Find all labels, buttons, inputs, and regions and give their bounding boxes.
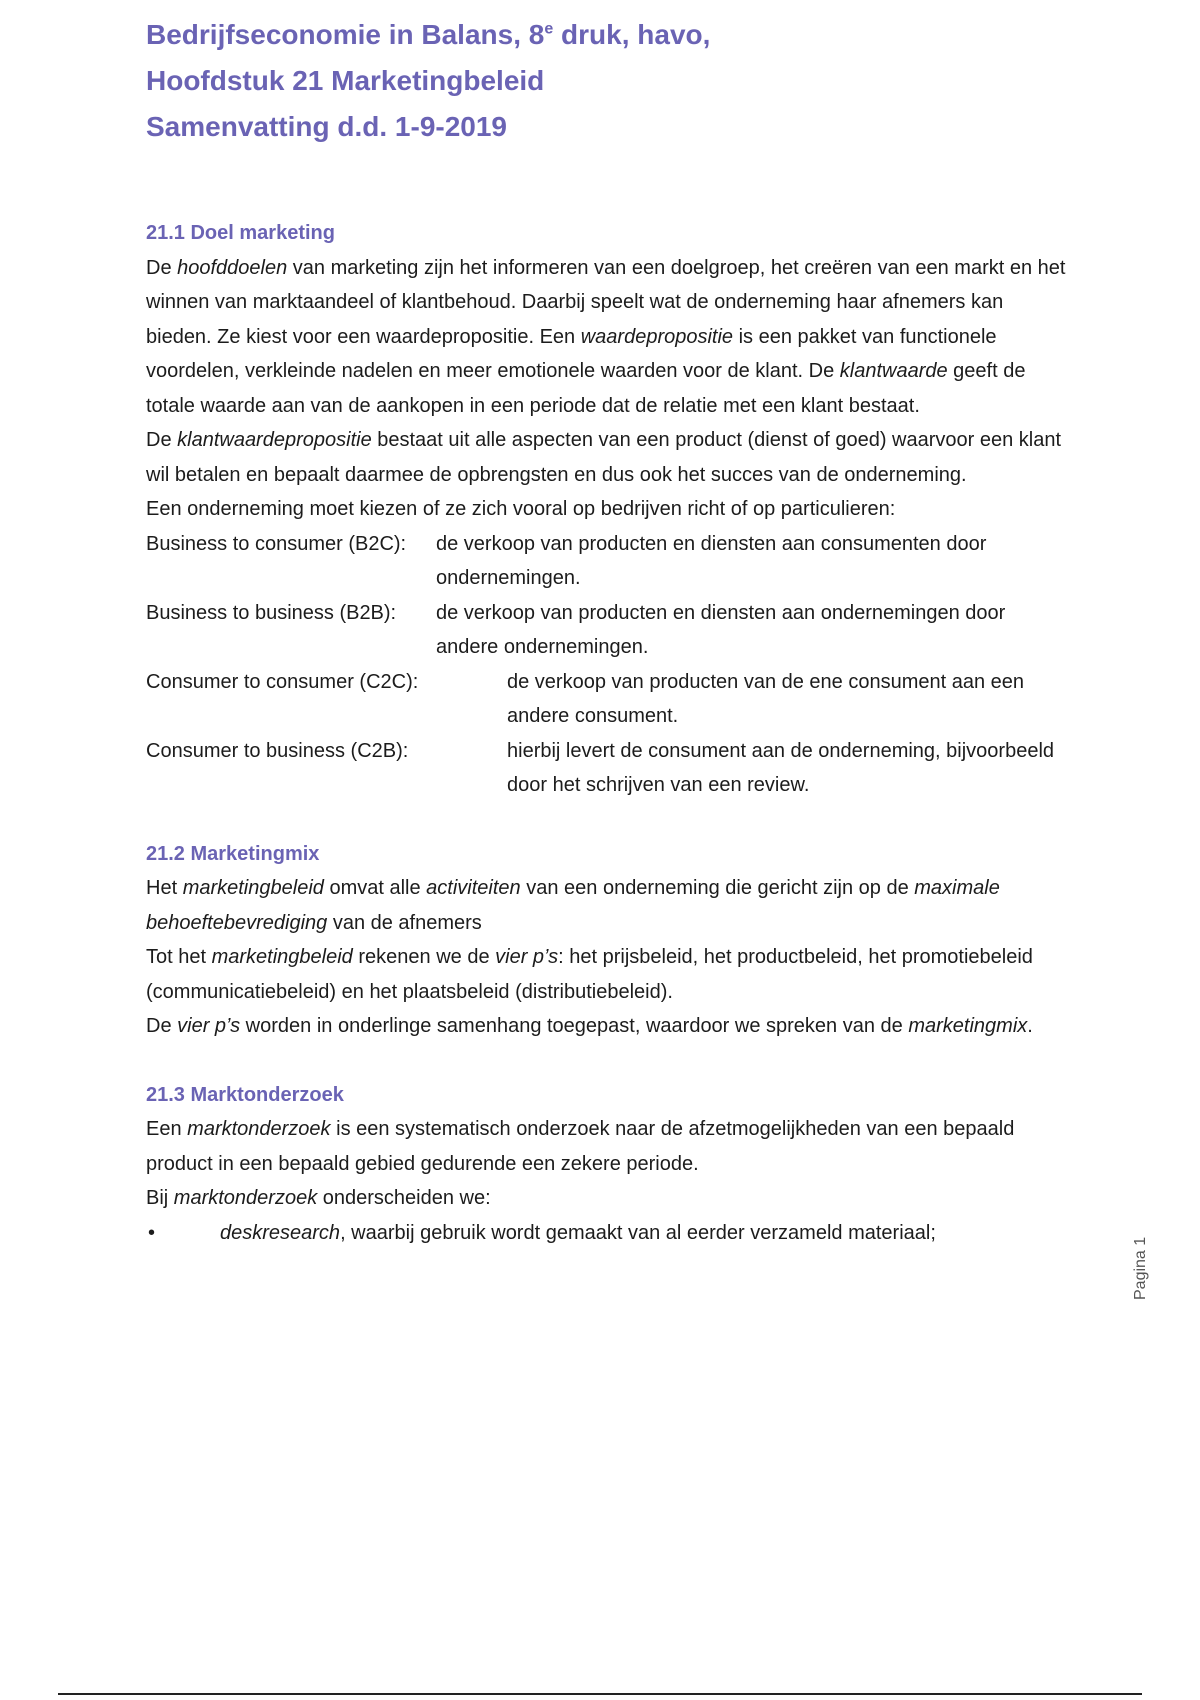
text-run: rekenen we de xyxy=(352,946,496,968)
text-run: is een systematisch onderzoek naar de afzetmogelijkheden van een bepaald product in een bepaald gebied gedurende een zekere periode. xyxy=(146,1118,1015,1175)
definition-c2b xyxy=(146,734,1066,803)
italic-term: marktonderzoek xyxy=(173,1187,318,1209)
italic-term: marketingbeleid xyxy=(182,877,324,899)
definition-c2c xyxy=(146,665,1066,734)
header-title-text: Bedrijfseconomie in Balans, 8 xyxy=(146,19,545,50)
paragraph-marktonderzoek xyxy=(146,1112,1066,1181)
italic-term: maximale behoeftebevrediging xyxy=(146,877,1000,934)
list-item-text xyxy=(220,1216,936,1251)
header-superscript: e xyxy=(544,20,554,38)
definition-description: de verkoop van producten en diensten aan consumenten door ondernemingen. xyxy=(436,532,987,589)
paragraph-marketingmix xyxy=(146,1009,1066,1044)
definition-description: de verkoop van producten en diensten aan ondernemingen door andere ondernemingen. xyxy=(436,601,1006,658)
definition-description: de verkoop van producten van de ene consument aan een andere consument. xyxy=(507,670,1025,727)
definition-description: hierbij levert de consument aan de onderneming, bijvoorbeeld door het schrijven van een review. xyxy=(507,739,1055,796)
text-run: Een xyxy=(146,1118,188,1140)
paragraph-marketingbeleid xyxy=(146,871,1066,940)
header-title-suffix: druk, havo, xyxy=(553,19,711,50)
italic-term: vier p’s xyxy=(495,946,559,968)
section-heading-21-2: 21.2 Marketingmix xyxy=(146,842,320,865)
document-body xyxy=(146,216,1066,1250)
italic-term: klantwaardepropositie xyxy=(177,429,372,451)
italic-term: waardepropositie xyxy=(580,325,734,348)
italic-term: marketingmix xyxy=(908,1015,1028,1037)
italic-term: klantwaarde xyxy=(839,360,948,382)
header-line-2: Hoofdstuk 21 Marketingbeleid xyxy=(146,65,545,96)
text-run: omvat alle xyxy=(323,877,427,899)
text-run: Tot het xyxy=(146,946,212,968)
document-header xyxy=(146,12,710,150)
text-run: van marketing zijn het informeren van een doelgroep, het creëren van een markt en het winnen van marktaandeel of klantbehoud. Daarbij speelt wat de onderneming haar afnemers kan bieden. Ze kiest voor een waardepropositie. Een xyxy=(146,256,1066,348)
text-run: De xyxy=(146,256,178,279)
paragraph-klantwaardepropositie xyxy=(146,423,1066,492)
text-run: De xyxy=(146,1015,178,1037)
text-run: van een onderneming die gericht zijn op de xyxy=(520,877,915,899)
text-run: Het xyxy=(146,877,183,899)
definition-term: Business to consumer (B2C): xyxy=(146,532,407,555)
definition-b2c xyxy=(146,527,1066,596)
definition-term: Business to business (B2B): xyxy=(146,601,397,624)
bullet-dot-icon: • xyxy=(148,1221,156,1244)
text-run: De xyxy=(146,429,178,451)
header-line-3: Samenvatting d.d. 1-9-2019 xyxy=(146,111,508,142)
italic-term: deskresearch xyxy=(220,1221,341,1244)
section-spacer xyxy=(146,1044,1066,1078)
text-run: : het prijsbeleid, het productbeleid, het promotiebeleid (communicatiebeleid) en het plaatsbeleid (distributiebeleid). xyxy=(146,946,1033,1003)
text-run: geeft de totale waarde aan van de aankopen in een periode dat de relatie met een klant bestaat. xyxy=(146,360,1026,417)
text-run: , waarbij gebruik wordt gemaakt van al eerder verzameld materiaal; xyxy=(340,1221,936,1244)
definition-b2b xyxy=(146,596,1066,665)
text-run: worden in onderlinge samenhang toegepast, waardoor we spreken van de xyxy=(240,1015,909,1037)
paragraph-keuze: Een onderneming moet kiezen of ze zich vooral op bedrijven richt of op particulieren: xyxy=(146,498,896,520)
section-heading-21-3: 21.3 Marktonderzoek xyxy=(146,1083,344,1106)
text-run: bestaat uit alle aspecten van een product (dienst of goed) waarvoor een klant wil betalen en bepaalt daarmee de opbrengsten en dus ook het succes van de onderneming. xyxy=(146,429,1062,486)
italic-term: activiteiten xyxy=(426,877,521,899)
italic-term: hoofddoelen xyxy=(177,256,288,279)
text-run: onderscheiden we: xyxy=(317,1187,491,1209)
paragraph-vier-ps xyxy=(146,940,1066,1009)
page-number-label: Pagina 1 xyxy=(1132,1236,1149,1300)
section-heading-21-1: 21.1 Doel marketing xyxy=(146,222,335,244)
list-item-deskresearch xyxy=(146,1216,1066,1251)
paragraph-onderscheiden xyxy=(146,1181,1066,1216)
italic-term: vier p’s xyxy=(177,1015,241,1037)
header-line-1 xyxy=(146,12,710,58)
italic-term: marketingbeleid xyxy=(211,946,353,968)
text-run: . xyxy=(1027,1015,1033,1037)
text-run: Bij xyxy=(146,1187,174,1209)
definition-term: Consumer to business (C2B): xyxy=(146,739,409,762)
italic-term: marktonderzoek xyxy=(187,1118,331,1140)
footer-divider xyxy=(58,1693,1142,1695)
definition-term: Consumer to consumer (C2C): xyxy=(146,670,419,693)
section-spacer xyxy=(146,803,1066,837)
paragraph-hoofddoelen xyxy=(146,251,1066,424)
text-run: is een pakket van functionele voordelen, verkleinde nadelen en meer emotionele waarden voor de klant. De xyxy=(146,325,997,382)
text-run: van de afnemers xyxy=(327,911,482,934)
